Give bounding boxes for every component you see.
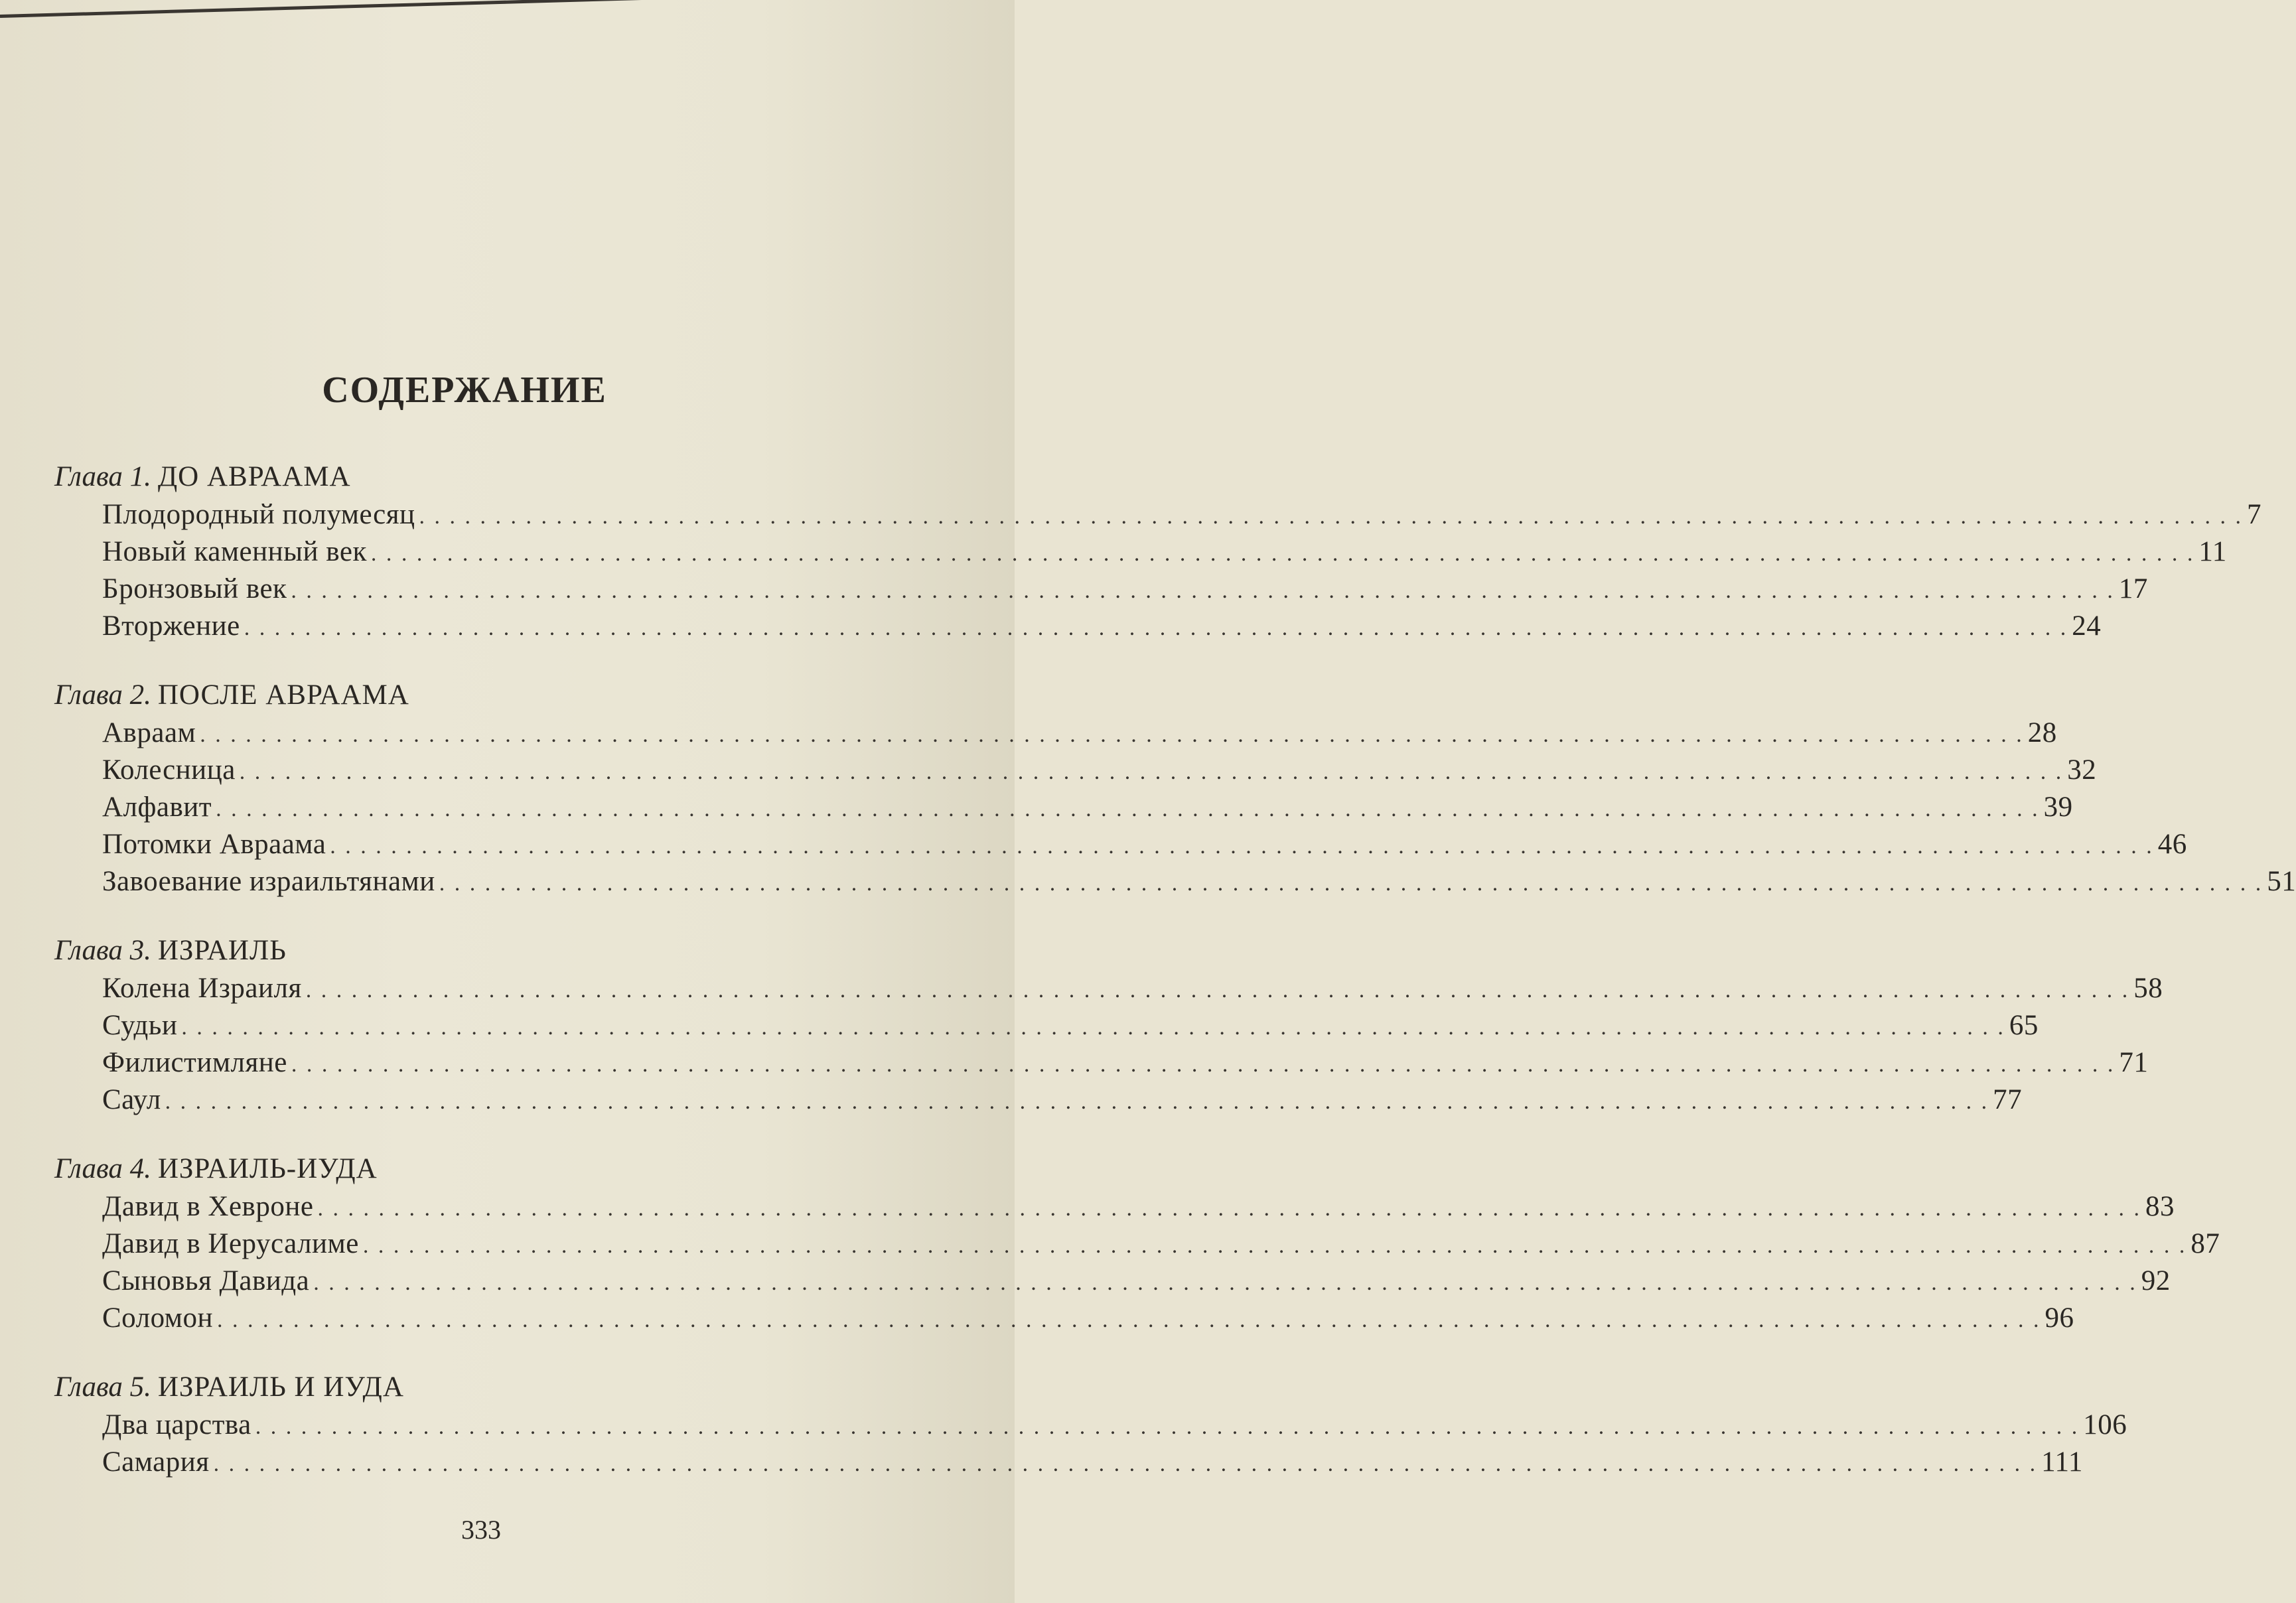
dot-leader: . . . . . . . . . . . . . . . . . . . . . . . . . . . . . . . . . . . . . . . . . . . . . . . . . . . . . . . . . . . . . . . . . . . . . . . . . . . . . . . . . . . . . . . . . . . . . . . . . . . . . . . . . . . . . . . . . . . . . . . . — [181, 1015, 2005, 1040]
toc-entry-title: Саул — [102, 1084, 161, 1115]
toc-entry — [102, 571, 2148, 608]
toc-entry — [102, 970, 2163, 1007]
dot-leader: . . . . . . . . . . . . . . . . . . . . . . . . . . . . . . . . . . . . . . . . . . . . . . . . . . . . . . . . . . . . . . . . . . . . . . . . . . . . . . . . . . . . . . . . . . . . . . . . . . . . . . . . . . . . . . . . . . . . . . . . — [291, 579, 2115, 603]
toc-entry-title: Алфавит — [102, 792, 212, 823]
toc-entry-title: Филистимляне — [102, 1047, 287, 1078]
chapter-heading — [54, 458, 904, 496]
dot-leader: . . . . . . . . . . . . . . . . . . . . . . . . . . . . . . . . . . . . . . . . . . . . . . . . . . . . . . . . . . . . . . . . . . . . . . . . . . . . . . . . . . . . . . . . . . . . . . . . . . . . . . . . . . . . . . . . . . . . . . . . — [370, 541, 2195, 566]
chapter-label: Глава 4. — [54, 1153, 151, 1184]
toc-entry-title: Потомки Авраама — [102, 829, 326, 860]
toc-entry-page: 77 — [1993, 1084, 2023, 1115]
dot-leader: . . . . . . . . . . . . . . . . . . . . . . . . . . . . . . . . . . . . . . . . . . . . . . . . . . . . . . . . . . . . . . . . . . . . . . . . . . . . . . . . . . . . . . . . . . . . . . . . . . . . . . . . . . . . . . . . . . . . . . . . — [213, 1452, 2038, 1476]
chapter-title: ИЗРАИЛЬ-ИУДА — [157, 1153, 378, 1184]
toc-entry-page: 71 — [2119, 1047, 2149, 1078]
dot-leader: . . . . . . . . . . . . . . . . . . . . . . . . . . . . . . . . . . . . . . . . . . . . . . . . . . . . . . . . . . . . . . . . . . . . . . . . . . . . . . . . . . . . . . . . . . . . . . . . . . . . . . . . . . . . . . . . . . . . . . . . — [291, 1052, 2116, 1077]
toc-entry — [102, 715, 2057, 752]
page-title: СОДЕРЖАНИЕ — [322, 370, 607, 411]
toc-entry-title: Колесница — [102, 754, 236, 786]
dot-leader: . . . . . . . . . . . . . . . . . . . . . . . . . . . . . . . . . . . . . . . . . . . . . . . . . . . . . . . . . . . . . . . . . . . . . . . . . . . . . . . . . . . . . . . . . . . . . . . . . . . . . . . . . . . . . . . . . . . . . . . . — [305, 978, 2130, 1003]
chapter-heading — [54, 932, 904, 970]
toc-entry — [102, 1007, 2039, 1044]
dot-leader: . . . . . . . . . . . . . . . . . . . . . . . . . . . . . . . . . . . . . . . . . . . . . . . . . . . . . . . . . . . . . . . . . . . . . . . . . . . . . . . . . . . . . . . . . . . . . . . . . . . . . . . . . . . . . . . . . . . . . . . . — [317, 1196, 2141, 1221]
toc-entry-title: Новый каменный век — [102, 536, 367, 567]
top-rule-divider — [0, 0, 664, 18]
toc-entry — [102, 1044, 2149, 1081]
page-number: 333 — [461, 1515, 501, 1545]
toc-entry-page: 32 — [2067, 754, 2097, 786]
dot-leader: . . . . . . . . . . . . . . . . . . . . . . . . . . . . . . . . . . . . . . . . . . . . . . . . . . . . . . . . . . . . . . . . . . . . . . . . . . . . . . . . . . . . . . . . . . . . . . . . . . . . . . . . . . . . . . . . . . . . . . . . — [216, 797, 2040, 821]
toc-entry — [102, 496, 2262, 533]
chapter-section — [54, 1150, 2220, 1337]
chapter-heading — [54, 676, 904, 715]
chapter-title: ДО АВРААМА — [157, 461, 351, 492]
dot-leader: . . . . . . . . . . . . . . . . . . . . . . . . . . . . . . . . . . . . . . . . . . . . . . . . . . . . . . . . . . . . . . . . . . . . . . . . . . . . . . . . . . . . . . . . . . . . . . . . . . . . . . . . . . . . . . . . . . . . . . . . — [216, 1308, 2041, 1332]
toc-entry-page: 65 — [2009, 1010, 2039, 1041]
toc-entry — [102, 789, 2073, 826]
toc-entry-title: Два царства — [102, 1409, 251, 1440]
toc-entry-title: Судьи — [102, 1010, 178, 1041]
dot-leader: . . . . . . . . . . . . . . . . . . . . . . . . . . . . . . . . . . . . . . . . . . . . . . . . . . . . . . . . . . . . . . . . . . . . . . . . . . . . . . . . . . . . . . . . . . . . . . . . . . . . . . . . . . . . . . . . . . . . . . . . — [419, 504, 2244, 529]
toc-entry-page: 28 — [2027, 717, 2057, 748]
chapter-title: ИЗРАИЛЬ И ИУДА — [157, 1371, 404, 1403]
chapter-label: Глава 2. — [54, 679, 151, 711]
toc-entry — [102, 608, 2102, 645]
toc-entry-title: Авраам — [102, 717, 196, 748]
toc-entry-page: 7 — [2247, 499, 2262, 530]
toc-entry-title: Самария — [102, 1446, 210, 1478]
toc-entry-title: Сыновья Давида — [102, 1265, 310, 1296]
toc-entry — [102, 863, 2296, 900]
chapter-heading — [54, 1368, 904, 1407]
toc-entry-page: 11 — [2198, 536, 2227, 567]
toc-entry-page: 83 — [2145, 1191, 2175, 1222]
dot-leader: . . . . . . . . . . . . . . . . . . . . . . . . . . . . . . . . . . . . . . . . . . . . . . . . . . . . . . . . . . . . . . . . . . . . . . . . . . . . . . . . . . . . . . . . . . . . . . . . . . . . . . . . . . . . . . . . . . . . . . . . — [165, 1089, 1989, 1114]
chapter-section — [54, 458, 2262, 645]
toc-entry-title: Соломон — [102, 1302, 213, 1334]
toc-entry-page: 24 — [2072, 610, 2102, 642]
toc-entry-title: Давид в Хевроне — [102, 1191, 314, 1222]
toc-entry-page: 92 — [2141, 1265, 2171, 1296]
toc-entry-title: Колена Израиля — [102, 973, 302, 1004]
toc-entry — [102, 1188, 2175, 1225]
dot-leader: . . . . . . . . . . . . . . . . . . . . . . . . . . . . . . . . . . . . . . . . . . . . . . . . . . . . . . . . . . . . . . . . . . . . . . . . . . . . . . . . . . . . . . . . . . . . . . . . . . . . . . . . . . . . . . . . . . . . . . . . — [439, 871, 2263, 896]
chapter-section — [54, 676, 2296, 900]
toc-entry-title: Давид в Иерусалиме — [102, 1228, 359, 1259]
chapter-title: ПОСЛЕ АВРААМА — [157, 679, 409, 711]
toc-entry-title: Вторжение — [102, 610, 240, 642]
toc-entry — [102, 1225, 2220, 1263]
toc-entry — [102, 1407, 2127, 1444]
toc-entry — [102, 752, 2097, 789]
toc-entry — [102, 533, 2227, 571]
toc-entry — [102, 826, 2187, 863]
toc-entry-page: 17 — [2118, 573, 2148, 604]
chapter-section — [54, 932, 2163, 1119]
dot-leader: . . . . . . . . . . . . . . . . . . . . . . . . . . . . . . . . . . . . . . . . . . . . . . . . . . . . . . . . . . . . . . . . . . . . . . . . . . . . . . . . . . . . . . . . . . . . . . . . . . . . . . . . . . . . . . . . . . . . . . . . — [239, 760, 2064, 784]
toc-entry-title: Бронзовый век — [102, 573, 287, 604]
chapter-title: ИЗРАИЛЬ — [157, 935, 287, 966]
chapter-heading — [54, 1150, 904, 1188]
chapter-label: Глава 5. — [54, 1371, 151, 1403]
toc-entry-page: 96 — [2045, 1302, 2074, 1334]
toc-entry-title: Плодородный полумесяц — [102, 499, 415, 530]
toc-entry — [102, 1300, 2074, 1337]
chapter-section — [54, 1368, 2127, 1481]
table-of-contents — [54, 458, 2296, 1512]
toc-entry — [102, 1444, 2083, 1481]
dot-leader: . . . . . . . . . . . . . . . . . . . . . . . . . . . . . . . . . . . . . . . . . . . . . . . . . . . . . . . . . . . . . . . . . . . . . . . . . . . . . . . . . . . . . . . . . . . . . . . . . . . . . . . . . . . . . . . . . . . . . . . . — [244, 616, 2068, 640]
dot-leader: . . . . . . . . . . . . . . . . . . . . . . . . . . . . . . . . . . . . . . . . . . . . . . . . . . . . . . . . . . . . . . . . . . . . . . . . . . . . . . . . . . . . . . . . . . . . . . . . . . . . . . . . . . . . . . . . . . . . . . . . — [313, 1271, 2137, 1295]
dot-leader: . . . . . . . . . . . . . . . . . . . . . . . . . . . . . . . . . . . . . . . . . . . . . . . . . . . . . . . . . . . . . . . . . . . . . . . . . . . . . . . . . . . . . . . . . . . . . . . . . . . . . . . . . . . . . . . . . . . . . . . . — [200, 723, 2024, 747]
chapter-label: Глава 3. — [54, 935, 151, 966]
dot-leader: . . . . . . . . . . . . . . . . . . . . . . . . . . . . . . . . . . . . . . . . . . . . . . . . . . . . . . . . . . . . . . . . . . . . . . . . . . . . . . . . . . . . . . . . . . . . . . . . . . . . . . . . . . . . . . . . . . . . . . . . — [330, 834, 2154, 859]
toc-entry-page: 58 — [2133, 973, 2163, 1004]
toc-entry — [102, 1263, 2171, 1300]
toc-entry — [102, 1081, 2023, 1119]
dot-leader: . . . . . . . . . . . . . . . . . . . . . . . . . . . . . . . . . . . . . . . . . . . . . . . . . . . . . . . . . . . . . . . . . . . . . . . . . . . . . . . . . . . . . . . . . . . . . . . . . . . . . . . . . . . . . . . . . . . . . . . . — [362, 1233, 2187, 1258]
toc-entry-page: 51 — [2267, 866, 2296, 897]
toc-entry-page: 46 — [2157, 829, 2187, 860]
toc-entry-page: 106 — [2083, 1409, 2127, 1440]
toc-entry-page: 87 — [2190, 1228, 2220, 1259]
toc-entry-title: Завоевание израильтянами — [102, 866, 435, 897]
dot-leader: . . . . . . . . . . . . . . . . . . . . . . . . . . . . . . . . . . . . . . . . . . . . . . . . . . . . . . . . . . . . . . . . . . . . . . . . . . . . . . . . . . . . . . . . . . . . . . . . . . . . . . . . . . . . . . . . . . . . . . . . — [255, 1415, 2080, 1439]
chapter-label: Глава 1. — [54, 461, 151, 492]
toc-entry-page: 111 — [2041, 1446, 2083, 1478]
toc-entry-page: 39 — [2043, 792, 2073, 823]
